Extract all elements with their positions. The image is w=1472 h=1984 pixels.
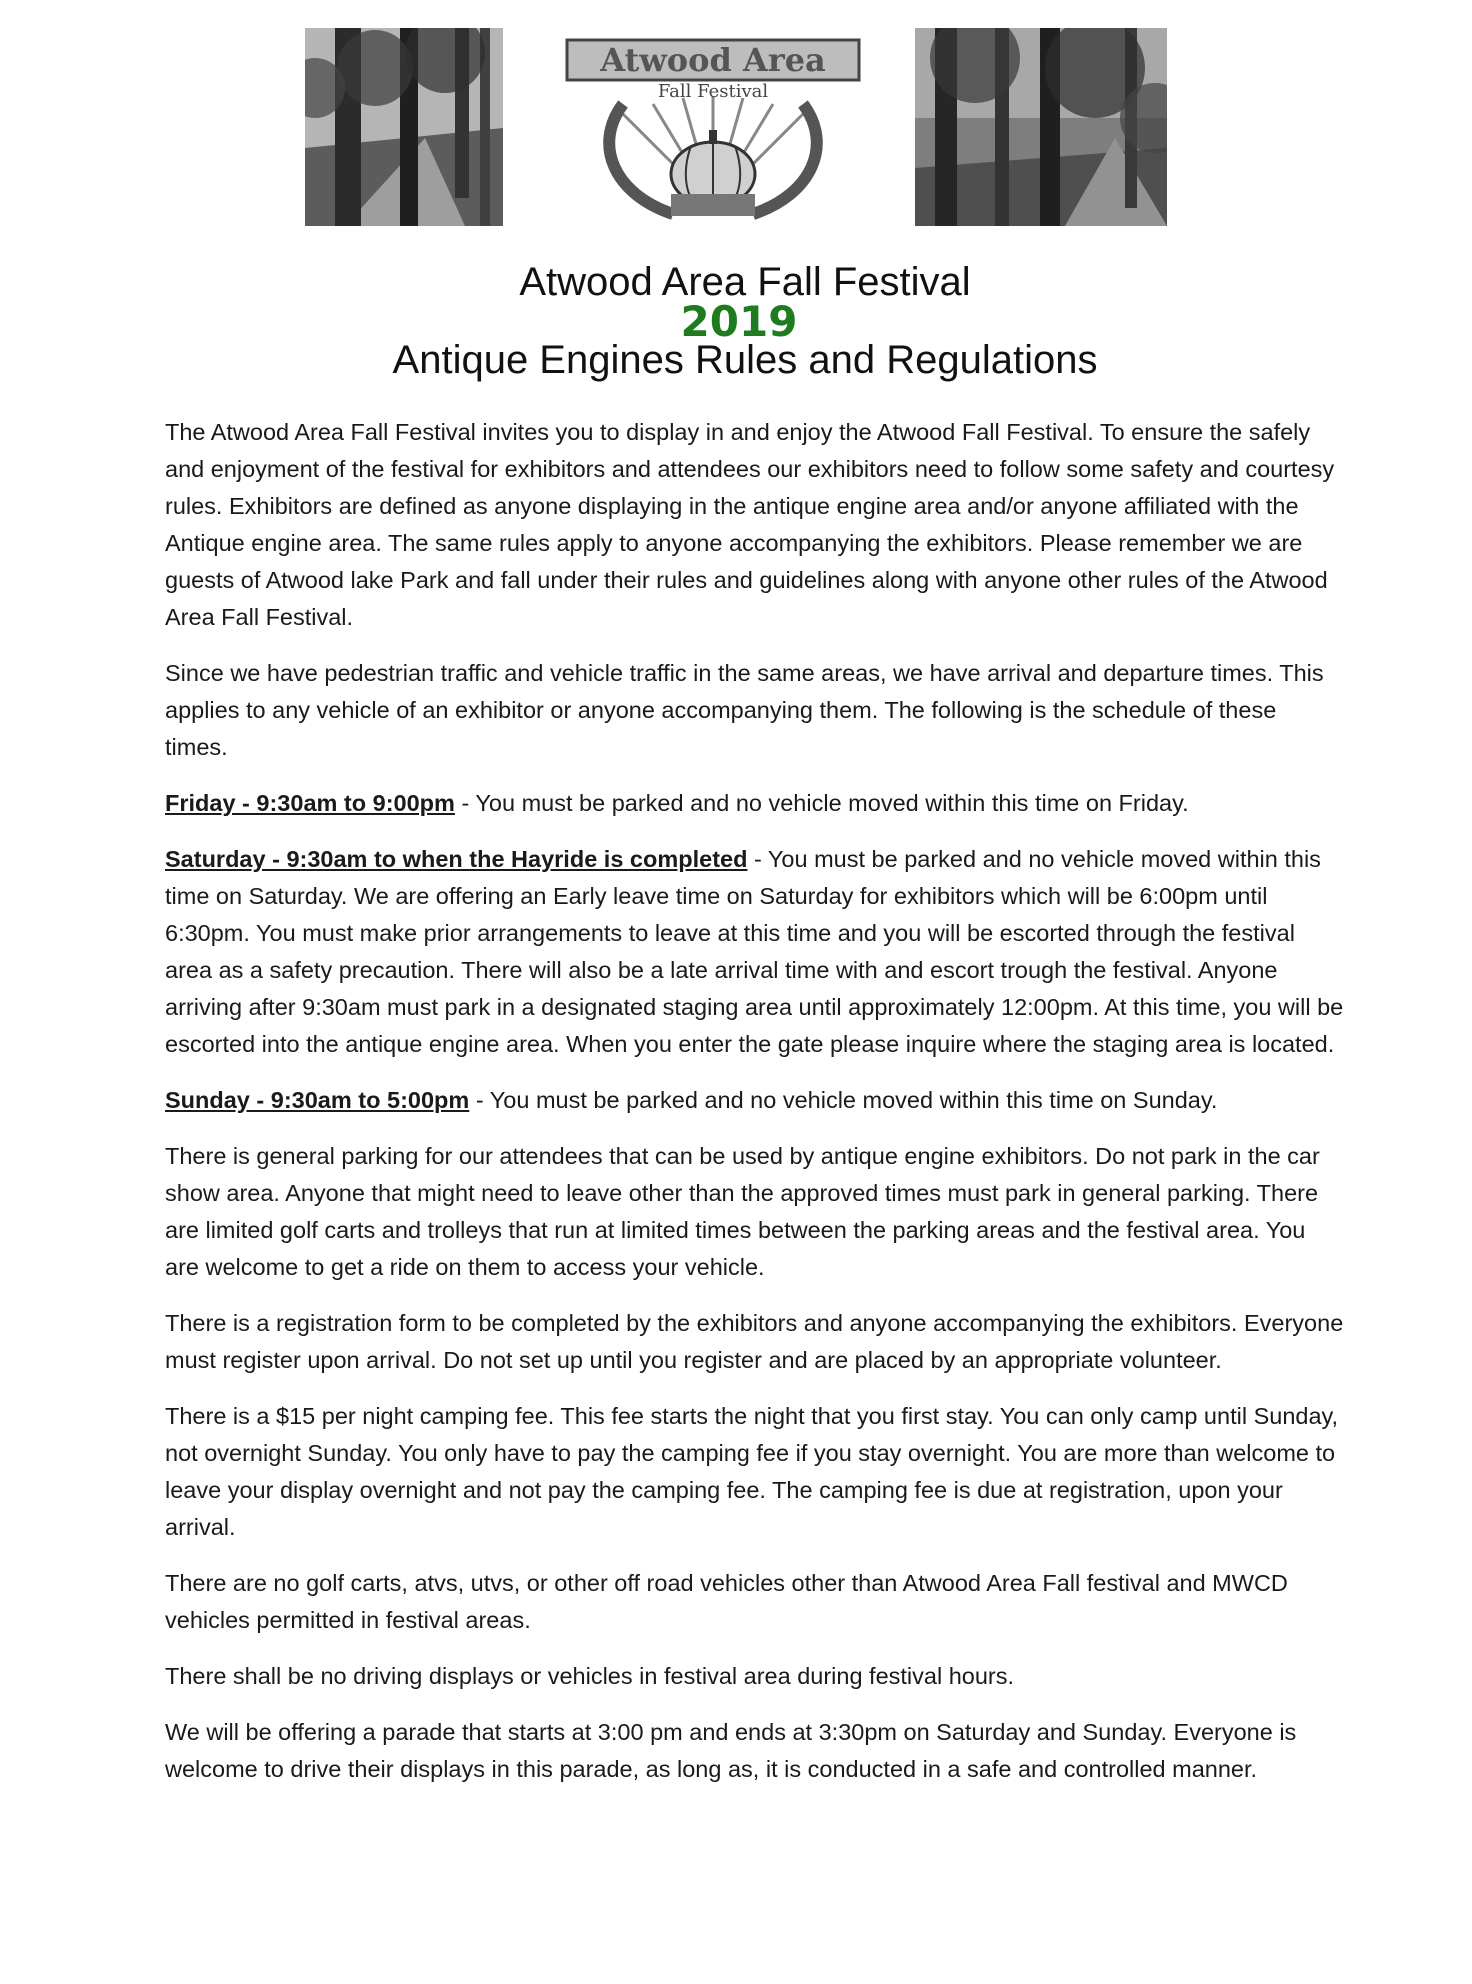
camping-paragraph: There is a $15 per night camping fee. This fee starts the night that you first stay. You can only camp until Sunday, not overnight Sunday. You only have to pay the camping fee if you stay overnight. You are more than welcome to leave your display overnight and not pay the camping fee. The camping fee is due at registration, upon your arrival. [165,1403,1339,1540]
sunday-text: - You must be parked and no vehicle moved within this time on Sunday. [469,1087,1218,1113]
friday-text: - You must be parked and no vehicle moved within this time on Friday. [454,790,1189,816]
saturday-paragraph [165,841,1345,1063]
driving-paragraph: There shall be no driving displays or vehicles in festival area during festival hours. [165,1663,1015,1689]
rules-content [165,414,1345,1807]
title-year: 2019 [680,297,798,346]
header-images [305,28,1167,226]
festival-logo [563,34,863,226]
title-block [0,258,1472,384]
sunday-label: Sunday - 9:30am to 5:00pm [165,1087,470,1113]
page-title: Atwood Area Fall Festival [519,260,971,304]
saturday-label: Saturday - 9:30am to when the Hayride is completed [165,846,748,872]
logo-line2: Fall Festival [657,81,769,102]
intro-paragraph: The Atwood Area Fall Festival invites you to display in and enjoy the Atwood Fall Festival. To ensure the safely and enjoyment of the festival for exhibitors and attendees our exhibitors need to follow some safety and courtesy rules. Exhibitors are defined as anyone displaying in the antique engine area and/or anyone affiliated with the Antique engine area. The same rules apply to anyone accompanying the exhibitors. Please remember we are guests of Atwood lake Park and fall under their rules and guidelines along with anyone other rules of the Atwood Area Fall Festival. [165,419,1335,630]
sunday-paragraph [165,1082,1345,1119]
vehicles-paragraph: There are no golf carts, atvs, utvs, or other off road vehicles other than Atwood Area Fall festival and MWCD vehicles permitted in festival areas. [165,1570,1288,1633]
forest-photo-left [305,28,503,226]
parade-paragraph: We will be offering a parade that starts at 3:00 pm and ends at 3:30pm on Saturday and Sunday. Everyone is welcome to drive their displays in this parade, as long as, it is conducted in a safe and controlled manner. [165,1719,1297,1782]
friday-label: Friday - 9:30am to 9:00pm [165,790,455,816]
logo-line1: Atwood Area [600,41,826,79]
friday-paragraph [165,785,1345,822]
page-subtitle: Antique Engines Rules and Regulations [392,338,1098,382]
parking-paragraph: There is general parking for our attendees that can be used by antique engine exhibitors. Do not park in the car show area. Anyone that might need to leave other than the approved times must park in general parking. There are limited golf carts and trolleys that run at limited times between the parking areas and the festival area. You are welcome to get a ride on them to access your vehicle. [165,1143,1320,1280]
saturday-text: - You must be parked and no vehicle moved within this time on Saturday. We are offering an Early leave time on Saturday for exhibitors which will be 6:00pm until 6:30pm. You must make prior arrangements to leave at this time and you will be escorted through the festival area as a safety precaution. There will also be a late arrival time with and escort trough the festival. Anyone arriving after 9:30am must park in a designated staging area until approximately 12:00pm. At this time, you will be escorted into the antique engine area. When you enter the gate please inquire where the staging area is located. [165,846,1344,1057]
traffic-paragraph: Since we have pedestrian traffic and vehicle traffic in the same areas, we have arrival and departure times. This applies to any vehicle of an exhibitor or anyone accompanying them. The following is the schedule of these times. [165,660,1324,760]
registration-paragraph: There is a registration form to be completed by the exhibitors and anyone accompanying the exhibitors. Everyone must register upon arrival. Do not set up until you register and are placed by an appropriate volunteer. [165,1310,1344,1373]
forest-photo-right [915,28,1167,226]
